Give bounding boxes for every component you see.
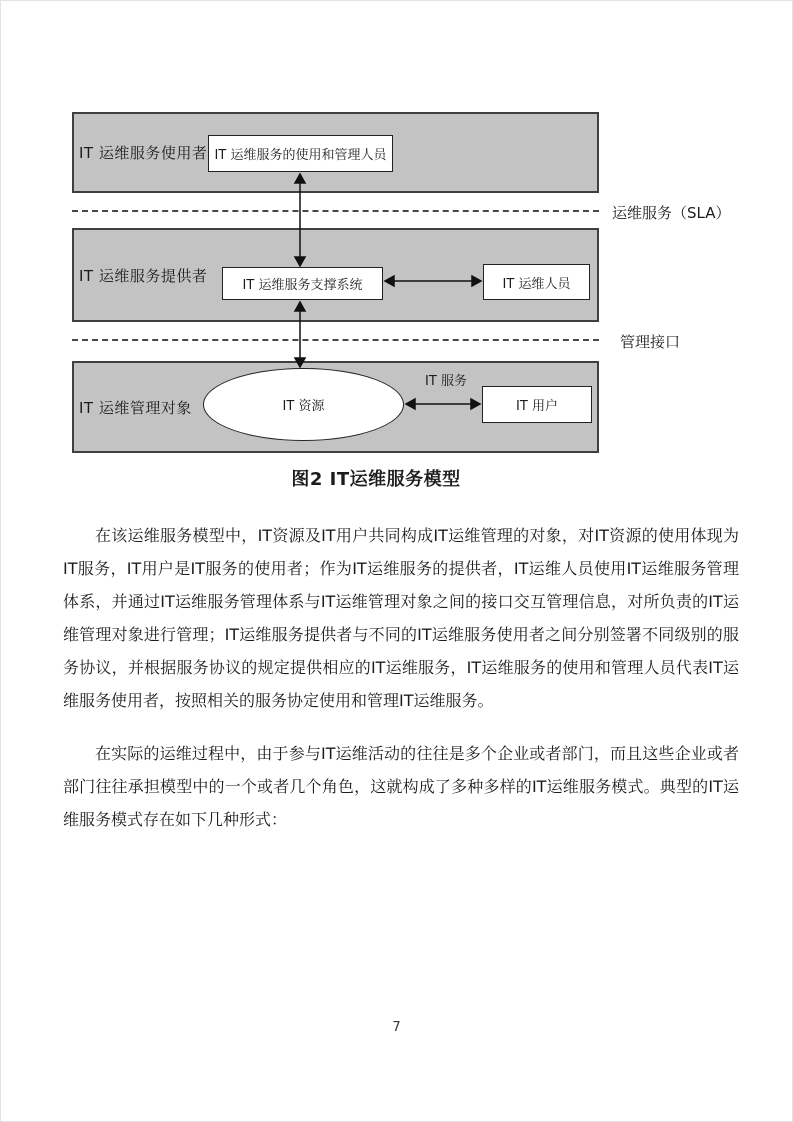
paragraph-service-modes-intro: 在实际的运维过程中，由于参与IT运维活动的往往是多个企业或者部门，而且这些企业或者部门往往承担模型中的一个或者几个角色，这就构成了多种多样的IT运维服务模式。典型的IT运维服务模式存在如下几种形式： xyxy=(63,744,739,829)
node-it-resource-ellipse xyxy=(203,368,404,441)
separator-sla-label: 运维服务（SLA） xyxy=(612,204,731,222)
node-ops-staff-label: IT 运维人员 xyxy=(502,276,571,292)
node-support-system-label: IT 运维服务支撑系统 xyxy=(242,278,363,293)
node-it-user-label: IT 用户 xyxy=(516,399,558,414)
figure-caption: 图2 IT运维服务模型 xyxy=(291,469,461,490)
paragraph-model-description: 在该运维服务模型中，IT资源及IT用户共同构成IT运维管理的对象，对IT资源的使用体现为IT服务，IT用户是IT服务的使用者；作为IT运维服务的提供者，IT运维人员使用IT运维服务管理体系，并通过IT运维服务管理体系与IT运维管理对象之间的接口交互管理信息，对所负责的IT运维管理对象进行管理；IT运维服务提供者与不同的IT运维服务使用者之间分别签署不同级别的服务协议，并根据服务协议的规定提供相应的IT运维服务，IT运维服务的使用和管理人员代表IT运维服务使用者，按照相关的服务协定使用和管理IT运维服务。 xyxy=(63,526,739,710)
band-service-providers-label: IT 运维服务提供者 xyxy=(79,266,208,285)
separator-mgmt-label: 管理接口 xyxy=(620,333,681,351)
separator-mgmt-line xyxy=(72,339,599,341)
body-text xyxy=(63,519,739,836)
node-usage-management-staff-label: IT 运维服务的使用和管理人员 xyxy=(214,148,387,163)
node-support-system xyxy=(222,267,383,300)
it-service-arrow-label: IT 服务 xyxy=(425,374,467,389)
page-number: 7 xyxy=(392,1020,401,1035)
node-ops-staff xyxy=(483,264,590,300)
band-service-users-label: IT 运维服务使用者 xyxy=(79,144,208,162)
node-it-resource-label: IT 资源 xyxy=(282,399,325,414)
separator-sla-line xyxy=(72,210,599,212)
band-managed-objects-label: IT 运维管理对象 xyxy=(79,398,192,417)
node-it-user xyxy=(482,386,592,423)
node-usage-management-staff xyxy=(208,135,393,172)
